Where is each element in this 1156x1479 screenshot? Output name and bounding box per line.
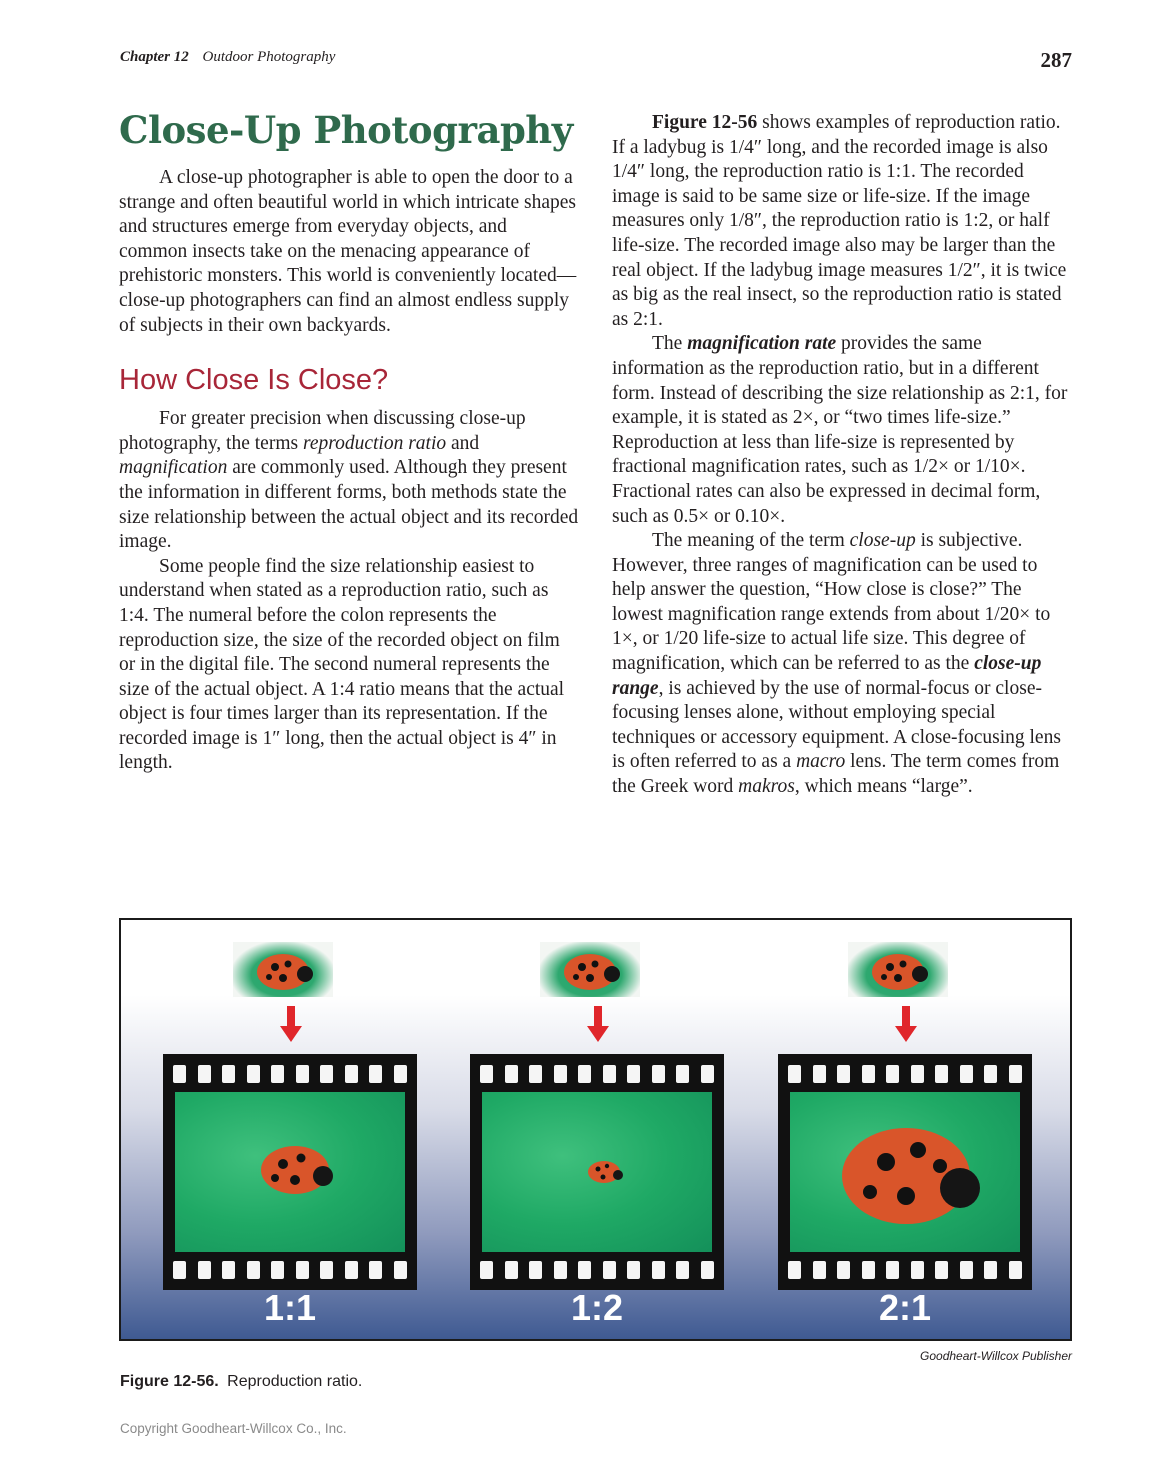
term-magnification: magnification [119,457,228,479]
ladybug-photo [482,1092,712,1252]
right-column [612,111,1072,800]
figure-caption-label: Figure 12-56. [120,1373,219,1390]
chapter-title: Outdoor Photography [202,49,336,65]
film-frame [778,1054,1032,1290]
ratio-label: 2:1 [878,1287,932,1328]
intro-paragraph: A close-up photographer is able to open the door to a strange and often beautiful world in which intricate shapes and structures emerge from everyday objects, and common insects take on the menacing appearance of prehistoric monsters. This world is conveniently located—close-up photographers can find an almost endless supply of subjects in their own backyards. [119,167,577,336]
copyright-notice: Copyright Goodheart-Willcox Co., Inc. [120,1421,347,1436]
chapter-label: Chapter 12 [120,49,189,65]
figure-12-56 [119,918,1072,1341]
film-frame [163,1054,417,1290]
magnification-paragraph: The magnification rate provides the same information as the reproduction ratio, but in a different form. Instead of describing the size relationship as 2:1, for example, it is stated as 2×, or “two times life-size.” Reproduction at less than life-size is represented by fractional magnification rates, such as 1/2× or 1/10×. Fractional rates can also be expressed in decimal form, such as 0.5× or 0.10×. [612,333,1068,527]
ladybug-reference-image [540,942,640,997]
film-frame [470,1054,724,1290]
figure-reference-paragraph: Figure 12-56 shows examples of reproduction ratio. If a ladybug is 1/4″ long, and the recorded image is also 1/4″ long, the reproduction ratio is 1:1. The recorded image is said to be same size or life-size. If the image measures only 1/8″, the reproduction ratio is 1:2, or half life-size. The recorded image also may be larger than the real object. If the ladybug image measures 1/2″, it is twice as big as the real insect, so the reproduction ratio is stated as 2:1. [612,112,1067,330]
figure-credit: Goodheart-Willcox Publisher [920,1349,1072,1363]
ladybug-photo [790,1092,1020,1252]
page-number: 287 [1040,48,1072,72]
term-close-up-range: close-up range [612,653,1042,699]
page-title: Close-Up Photography [119,108,573,152]
ladybug-reference-image [233,942,333,997]
term-magnification-rate: magnification rate [687,333,837,355]
ladybug-photo [175,1092,405,1252]
left-column [119,108,579,776]
figure-caption-text: Reproduction ratio. [227,1373,363,1390]
term-reproduction-ratio: reproduction ratio [302,432,447,454]
figure-panel-1 [121,920,377,1340]
precision-paragraph: For greater precision when discussing close-up photography, the terms reproduction ratio and magnification are commonly used. Although they present the information in different forms, both methods state the size relationship between the actual object and its recorded image. [119,408,579,553]
ladybug-reference-image [848,942,948,997]
figure-caption [120,1373,362,1391]
section-heading: How Close Is Close? [119,364,389,397]
figure-reference: Figure 12-56 [652,112,758,133]
ratio-label: 1:1 [263,1287,317,1328]
ratio-paragraph: Some people find the size relationship easiest to understand when stated as a reproduction ratio, such as 1:4. The numeral before the colon represents the reproduction size, the size of the recorded object on film or in the digital file. The second numeral represents the size of the actual object. A 1:4 ratio means that the actual object is four times larger than its representation. If the recorded image is 1″ long, then the actual object is 4″ in length. [119,555,565,774]
meaning-paragraph: The meaning of the term close-up is subjective. However, three ranges of magnification can be used to help answer the question, “How close is close?” The lowest magnification range extends from about 1/20× to 1×, or 1/20 life-size to actual life size. This degree of magnification, which can be referred to as the close-up range, is achieved by the use of normal-focus or close-focusing lenses alone, without employing special techniques or accessory equipment. A close-focusing lens is often referred to as a macro lens. The term comes from the Greek word makros, which means “large”. [612,530,1061,798]
running-head [120,49,335,66]
figure-panel-2 [428,920,684,1340]
figure-panel-3 [736,920,992,1340]
ratio-label: 1:2 [570,1287,624,1328]
